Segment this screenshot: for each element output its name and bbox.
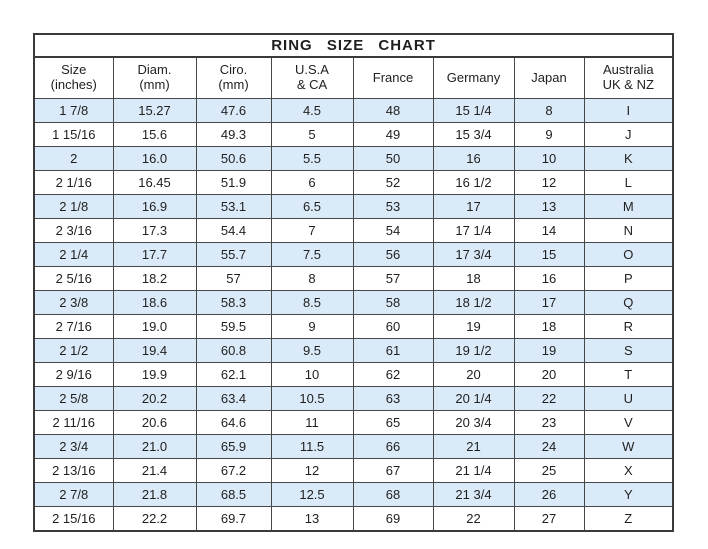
table-cell: 59.5 bbox=[196, 315, 271, 339]
table-body bbox=[34, 99, 673, 532]
table-row bbox=[34, 507, 673, 532]
table-cell: 63 bbox=[353, 387, 433, 411]
table-cell: 6 bbox=[271, 171, 353, 195]
table-row bbox=[34, 435, 673, 459]
table-cell: 16.9 bbox=[113, 195, 196, 219]
table-cell: 27 bbox=[514, 507, 584, 532]
column-header-line: (mm) bbox=[218, 77, 249, 92]
table-cell: 15 1/4 bbox=[433, 99, 514, 123]
table-cell: 60 bbox=[353, 315, 433, 339]
table-cell: J bbox=[584, 123, 673, 147]
table-cell: 12 bbox=[271, 459, 353, 483]
table-cell: 20.6 bbox=[113, 411, 196, 435]
table-cell: 17 bbox=[433, 195, 514, 219]
table-cell: N bbox=[584, 219, 673, 243]
table-cell: 9 bbox=[271, 315, 353, 339]
table-cell: 21.4 bbox=[113, 459, 196, 483]
table-cell: 12.5 bbox=[271, 483, 353, 507]
table-cell: W bbox=[584, 435, 673, 459]
table-cell: 2 3/8 bbox=[34, 291, 113, 315]
table-cell: 57 bbox=[196, 267, 271, 291]
table-cell: 2 1/16 bbox=[34, 171, 113, 195]
table-cell: U bbox=[584, 387, 673, 411]
table-cell: 17 1/4 bbox=[433, 219, 514, 243]
table-cell: 58 bbox=[353, 291, 433, 315]
table-cell: 16 1/2 bbox=[433, 171, 514, 195]
table-cell: 56 bbox=[353, 243, 433, 267]
table-cell: 8 bbox=[271, 267, 353, 291]
table-cell: 2 13/16 bbox=[34, 459, 113, 483]
page-title: RING SIZE CHART bbox=[34, 34, 673, 57]
table-cell: Z bbox=[584, 507, 673, 532]
column-header-ciro-mm bbox=[196, 57, 271, 99]
table-row bbox=[34, 147, 673, 171]
table-cell: 53 bbox=[353, 195, 433, 219]
table-cell: 4.5 bbox=[271, 99, 353, 123]
table-cell: 22 bbox=[514, 387, 584, 411]
column-header-usa-ca bbox=[271, 57, 353, 99]
table-cell: 18.2 bbox=[113, 267, 196, 291]
table-cell: 50.6 bbox=[196, 147, 271, 171]
column-header-line: & CA bbox=[296, 77, 328, 92]
table-cell: 7.5 bbox=[271, 243, 353, 267]
table-row bbox=[34, 339, 673, 363]
table-cell: 68 bbox=[353, 483, 433, 507]
table-row bbox=[34, 315, 673, 339]
table-cell: 19.0 bbox=[113, 315, 196, 339]
table-row bbox=[34, 267, 673, 291]
table-cell: 9.5 bbox=[271, 339, 353, 363]
table-cell: 2 1/2 bbox=[34, 339, 113, 363]
table-cell: 2 7/16 bbox=[34, 315, 113, 339]
table-cell: L bbox=[584, 171, 673, 195]
table-cell: 20 3/4 bbox=[433, 411, 514, 435]
table-cell: 21 1/4 bbox=[433, 459, 514, 483]
column-header-size-inches bbox=[34, 57, 113, 99]
column-header-line: Diam. bbox=[137, 62, 172, 78]
table-cell: 20.2 bbox=[113, 387, 196, 411]
column-header-line: Japan bbox=[531, 69, 567, 85]
table-cell: 19.4 bbox=[113, 339, 196, 363]
table-cell: S bbox=[584, 339, 673, 363]
table-cell: 2 5/16 bbox=[34, 267, 113, 291]
table-cell: 23 bbox=[514, 411, 584, 435]
column-header-line: Germany bbox=[446, 69, 501, 85]
table-row bbox=[34, 291, 673, 315]
table-cell: 49.3 bbox=[196, 123, 271, 147]
table-cell: 20 bbox=[514, 363, 584, 387]
table-cell: 10 bbox=[271, 363, 353, 387]
column-header-diam-mm bbox=[113, 57, 196, 99]
table-cell: 17.3 bbox=[113, 219, 196, 243]
column-header-line: (mm) bbox=[139, 77, 170, 92]
table-row bbox=[34, 243, 673, 267]
table-cell: 58.3 bbox=[196, 291, 271, 315]
table-row bbox=[34, 171, 673, 195]
table-cell: R bbox=[584, 315, 673, 339]
table-row bbox=[34, 99, 673, 123]
table-row bbox=[34, 123, 673, 147]
table-cell: 9 bbox=[514, 123, 584, 147]
table-cell: 11.5 bbox=[271, 435, 353, 459]
table-row bbox=[34, 363, 673, 387]
ring-size-table bbox=[33, 33, 674, 532]
table-cell: 62 bbox=[353, 363, 433, 387]
table-cell: 16.0 bbox=[113, 147, 196, 171]
table-cell: 16 bbox=[433, 147, 514, 171]
table-cell: 64.6 bbox=[196, 411, 271, 435]
table-cell: 51.9 bbox=[196, 171, 271, 195]
table-cell: 2 5/8 bbox=[34, 387, 113, 411]
table-cell: 18 1/2 bbox=[433, 291, 514, 315]
table-cell: 15 bbox=[514, 243, 584, 267]
table-cell: 52 bbox=[353, 171, 433, 195]
table-cell: V bbox=[584, 411, 673, 435]
table-cell: 2 7/8 bbox=[34, 483, 113, 507]
table-cell: 15 3/4 bbox=[433, 123, 514, 147]
table-cell: 60.8 bbox=[196, 339, 271, 363]
column-header-australia-uk-nz bbox=[584, 57, 673, 99]
table-cell: 68.5 bbox=[196, 483, 271, 507]
table-cell: 26 bbox=[514, 483, 584, 507]
table-cell: 2 3/4 bbox=[34, 435, 113, 459]
table-cell: 1 7/8 bbox=[34, 99, 113, 123]
table-cell: Q bbox=[584, 291, 673, 315]
table-cell: 63.4 bbox=[196, 387, 271, 411]
table-row bbox=[34, 195, 673, 219]
table-cell: 22.2 bbox=[113, 507, 196, 532]
table-cell: 2 11/16 bbox=[34, 411, 113, 435]
table-cell: 18 bbox=[514, 315, 584, 339]
table-cell: 50 bbox=[353, 147, 433, 171]
table-cell: 16.45 bbox=[113, 171, 196, 195]
table-cell: 21.0 bbox=[113, 435, 196, 459]
table-cell: 65.9 bbox=[196, 435, 271, 459]
table-cell: 2 3/16 bbox=[34, 219, 113, 243]
table-row bbox=[34, 459, 673, 483]
table-cell: 5.5 bbox=[271, 147, 353, 171]
table-cell: 65 bbox=[353, 411, 433, 435]
table-cell: 14 bbox=[514, 219, 584, 243]
table-cell: 2 1/8 bbox=[34, 195, 113, 219]
table-cell: 24 bbox=[514, 435, 584, 459]
table-cell: 69 bbox=[353, 507, 433, 532]
table-cell: 61 bbox=[353, 339, 433, 363]
column-header-germany bbox=[433, 57, 514, 99]
table-cell: 20 1/4 bbox=[433, 387, 514, 411]
table-cell: 49 bbox=[353, 123, 433, 147]
table-cell: 2 15/16 bbox=[34, 507, 113, 532]
table-cell: 21 3/4 bbox=[433, 483, 514, 507]
table-cell: 8 bbox=[514, 99, 584, 123]
table-cell: 16 bbox=[514, 267, 584, 291]
table-cell: 17.7 bbox=[113, 243, 196, 267]
table-cell: 2 bbox=[34, 147, 113, 171]
table-cell: P bbox=[584, 267, 673, 291]
table-row bbox=[34, 411, 673, 435]
table-cell: 11 bbox=[271, 411, 353, 435]
table-cell: 67.2 bbox=[196, 459, 271, 483]
table-cell: 18.6 bbox=[113, 291, 196, 315]
column-header-line: Ciro. bbox=[219, 62, 248, 78]
table-cell: 47.6 bbox=[196, 99, 271, 123]
table-cell: 7 bbox=[271, 219, 353, 243]
table-cell: 21 bbox=[433, 435, 514, 459]
table-cell: 19 bbox=[433, 315, 514, 339]
table-row bbox=[34, 387, 673, 411]
table-row bbox=[34, 483, 673, 507]
table-cell: K bbox=[584, 147, 673, 171]
column-header-line: Size bbox=[61, 62, 87, 78]
table-cell: 19.9 bbox=[113, 363, 196, 387]
table-cell: 48 bbox=[353, 99, 433, 123]
table-cell: 2 9/16 bbox=[34, 363, 113, 387]
table-cell: 25 bbox=[514, 459, 584, 483]
table-cell: 15.27 bbox=[113, 99, 196, 123]
table-cell: 8.5 bbox=[271, 291, 353, 315]
table-cell: X bbox=[584, 459, 673, 483]
table-cell: 5 bbox=[271, 123, 353, 147]
table-cell: Y bbox=[584, 483, 673, 507]
table-cell: 18 bbox=[433, 267, 514, 291]
table-cell: 19 1/2 bbox=[433, 339, 514, 363]
table-cell: I bbox=[584, 99, 673, 123]
table-cell: 10 bbox=[514, 147, 584, 171]
table-cell: O bbox=[584, 243, 673, 267]
table-cell: 13 bbox=[514, 195, 584, 219]
table-cell: 67 bbox=[353, 459, 433, 483]
table-cell: 57 bbox=[353, 267, 433, 291]
column-header-line: UK & NZ bbox=[602, 77, 654, 92]
column-header-line: U.S.A bbox=[295, 62, 329, 78]
table-cell: T bbox=[584, 363, 673, 387]
table-cell: 12 bbox=[514, 171, 584, 195]
table-cell: 1 15/16 bbox=[34, 123, 113, 147]
header-row bbox=[34, 57, 673, 99]
column-header-line: Australia bbox=[602, 62, 654, 78]
table-cell: 17 bbox=[514, 291, 584, 315]
table-cell: 20 bbox=[433, 363, 514, 387]
table-cell: 17 3/4 bbox=[433, 243, 514, 267]
table-cell: 22 bbox=[433, 507, 514, 532]
table-cell: 62.1 bbox=[196, 363, 271, 387]
title-row bbox=[34, 34, 673, 57]
table-cell: 21.8 bbox=[113, 483, 196, 507]
table-cell: 13 bbox=[271, 507, 353, 532]
table-cell: M bbox=[584, 195, 673, 219]
column-header-france bbox=[353, 57, 433, 99]
table-cell: 54.4 bbox=[196, 219, 271, 243]
table-cell: 15.6 bbox=[113, 123, 196, 147]
column-header-line: France bbox=[372, 69, 414, 85]
table-cell: 10.5 bbox=[271, 387, 353, 411]
table-cell: 69.7 bbox=[196, 507, 271, 532]
column-header-line: (inches) bbox=[50, 77, 97, 92]
table-cell: 53.1 bbox=[196, 195, 271, 219]
table-cell: 54 bbox=[353, 219, 433, 243]
table-cell: 55.7 bbox=[196, 243, 271, 267]
table-cell: 2 1/4 bbox=[34, 243, 113, 267]
column-header-japan bbox=[514, 57, 584, 99]
table-cell: 19 bbox=[514, 339, 584, 363]
table-cell: 66 bbox=[353, 435, 433, 459]
table-row bbox=[34, 219, 673, 243]
table-cell: 6.5 bbox=[271, 195, 353, 219]
